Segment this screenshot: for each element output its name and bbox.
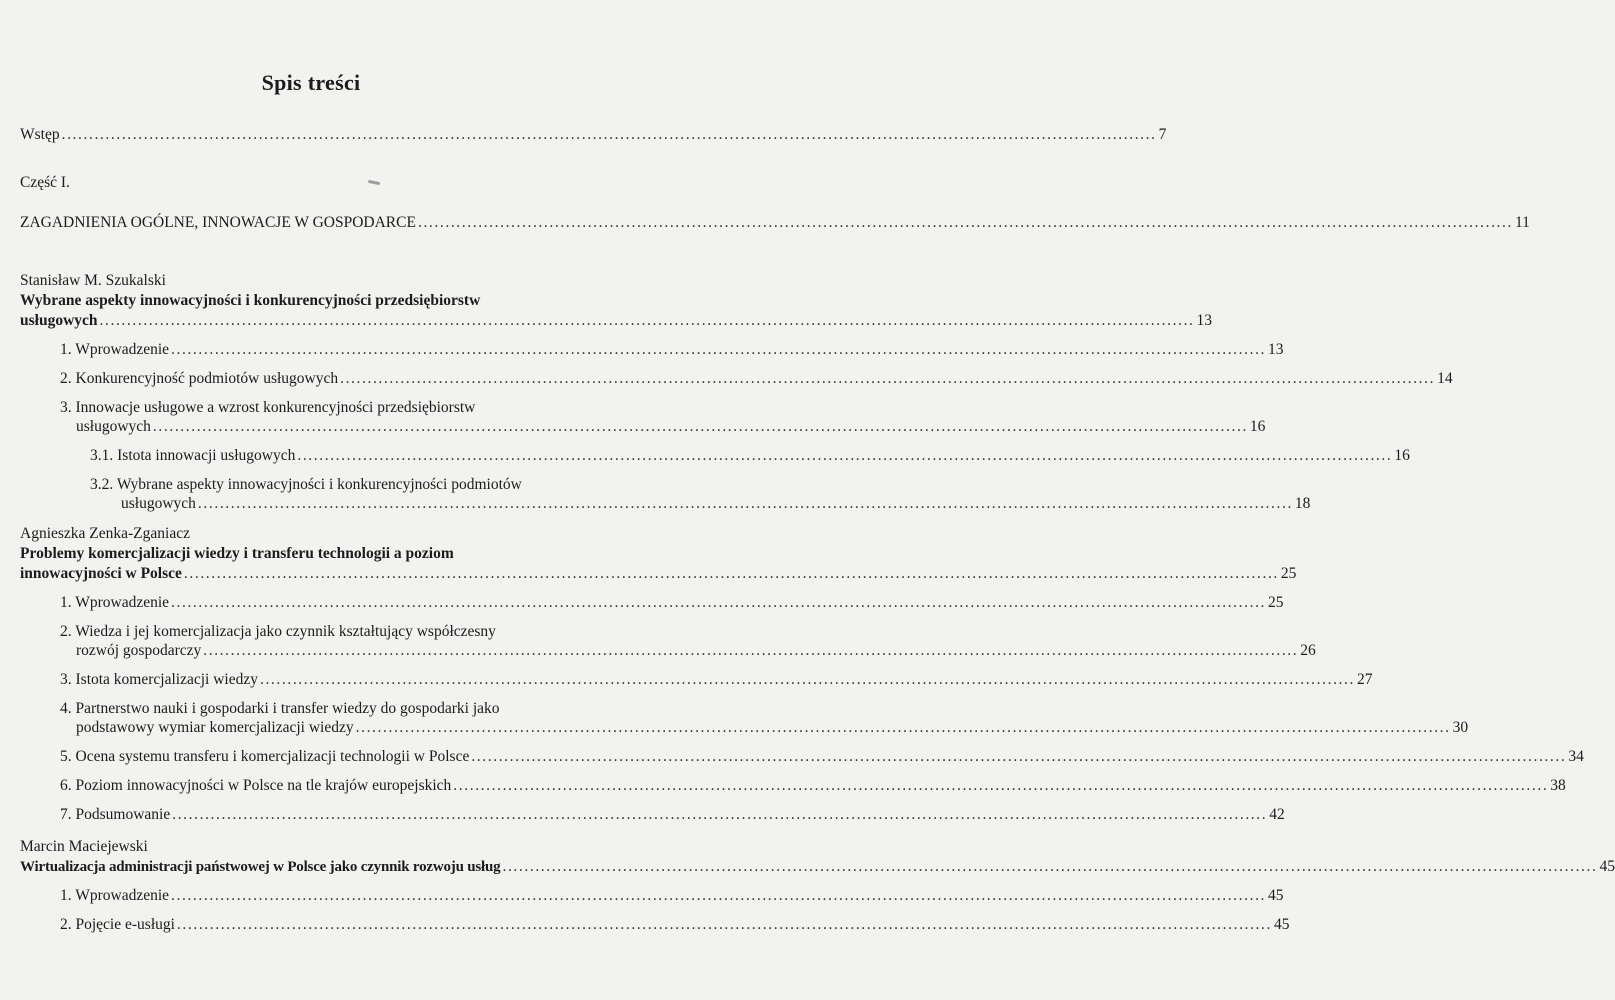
leader-dots: ........................................................................................................................................................................................................: [453, 777, 1549, 794]
toc-page-number: 42: [1269, 806, 1285, 823]
leader-dots: ........................................................................................................................................................................................................: [340, 370, 1436, 387]
toc-subentry: [60, 806, 1285, 824]
article-title-line1: Problemy komercjalizacji wiedzy i transferu technologii a poziom: [20, 545, 454, 562]
toc-entry-article1: [20, 312, 1213, 330]
leader-dots: ........................................................................................................................................................................................................: [417, 214, 1513, 231]
toc-subentry: [76, 642, 1316, 660]
toc-page-number: 7: [1158, 126, 1167, 143]
toc-entry-text: 7. Podsumowanie: [60, 806, 171, 823]
toc-subentry: [60, 341, 1284, 359]
toc-entry-text-line2: usługowych: [76, 418, 151, 435]
toc-entry-text: 6. Poziom innowacyjności w Polsce na tle krajów europejskich: [60, 777, 452, 794]
toc-subentry: [60, 594, 1284, 612]
toc-entry-text: 5. Ocena systemu transferu i komercjalizacji technologii w Polsce: [60, 748, 470, 765]
toc-page-number: 26: [1300, 642, 1316, 659]
toc-subentry: [90, 447, 1410, 465]
article-title: Wirtualizacja administracji państwowej w Polsce jako czynnik rozwoju usług: [20, 859, 501, 875]
toc-subentry: [60, 370, 1453, 388]
toc-entry-text: 1. Wprowadzenie: [60, 341, 170, 358]
toc-entry-part1: [20, 214, 1530, 232]
toc-entry-text: 1. Wprowadzenie: [60, 887, 170, 904]
toc-page-number: 16: [1394, 447, 1410, 464]
toc-entry-article2: [20, 565, 1297, 583]
toc-page-number: 45: [1599, 858, 1615, 875]
toc-page-number: 16: [1249, 418, 1266, 435]
toc-page-number: 30: [1452, 719, 1469, 736]
toc-subentry: [76, 418, 1266, 436]
leader-dots: ........................................................................................................................................................................................................: [259, 671, 1355, 688]
part-heading: ZAGADNIENIA OGÓLNE, INNOWACJE W GOSPODARCE: [20, 214, 416, 231]
toc-entry-text: 2. Pojęcie e-usługi: [60, 916, 175, 933]
toc-entry-text-line1: 3. Innowacje usługowe a wzrost konkurencyjności przedsiębiorstw: [60, 399, 476, 416]
toc-page-number: 25: [1280, 565, 1297, 582]
article-title-line2: innowacyjności w Polsce: [20, 565, 182, 582]
leader-dots: ........................................................................................................................................................................................................: [61, 126, 1157, 143]
toc-subentry: [60, 671, 1373, 689]
leader-dots: ........................................................................................................................................................................................................: [297, 447, 1393, 464]
toc-entry-text-line2: rozwój gospodarczy: [76, 642, 202, 659]
toc-entry-text-line1: 3.2. Wybrane aspekty innowacyjności i konkurencyjności podmiotów: [90, 476, 522, 493]
toc-page-number: 13: [1196, 312, 1213, 329]
toc-entry-text-line2: podstawowy wymiar komercjalizacji wiedzy: [76, 719, 354, 736]
article-title-line2: usługowych: [20, 312, 98, 329]
toc-entry-text: 1. Wprowadzenie: [60, 594, 170, 611]
toc-entry-text: 3. Istota komercjalizacji wiedzy: [60, 671, 258, 688]
article-author: Stanisław M. Szukalski: [20, 272, 166, 289]
toc-subentry: [60, 777, 1566, 795]
toc-entry-text-line1: 2. Wiedza i jej komercjalizacja jako czynnik kształtujący współczesny: [60, 623, 496, 640]
page-title: Spis treści: [261, 70, 361, 95]
leader-dots: ........................................................................................................................................................................................................: [203, 642, 1299, 659]
leader-dots: ........................................................................................................................................................................................................: [99, 312, 1195, 329]
article-title-line1: Wybrane aspekty innowacyjności i konkurencyjności przedsiębiorstw: [20, 292, 481, 309]
toc-entry-text-line2: usługowych: [121, 495, 196, 512]
leader-dots: ........................................................................................................................................................................................................: [502, 858, 1598, 875]
leader-dots: ........................................................................................................................................................................................................: [172, 806, 1268, 823]
toc-page-number: 27: [1356, 671, 1373, 688]
toc-entry-text-line1: 4. Partnerstwo nauki i gospodarki i transfer wiedzy do gospodarki jako: [60, 700, 500, 717]
part-label: Część I.: [20, 174, 70, 191]
toc-subentry: [60, 916, 1290, 934]
article-author: Agnieszka Zenka-Zganiacz: [20, 525, 190, 542]
leader-dots: ........................................................................................................................................................................................................: [355, 719, 1451, 736]
leader-dots: ........................................................................................................................................................................................................: [171, 887, 1267, 904]
leader-dots: ........................................................................................................................................................................................................: [183, 565, 1279, 582]
toc-subentry: [121, 495, 1311, 513]
leader-dots: ........................................................................................................................................................................................................: [171, 341, 1267, 358]
toc-subentry: [60, 887, 1284, 905]
toc-entry-text: Wstęp: [20, 126, 60, 143]
leader-dots: ........................................................................................................................................................................................................: [176, 916, 1272, 933]
toc-page-number: 13: [1268, 341, 1284, 358]
toc-page-number: 45: [1268, 887, 1284, 904]
leader-dots: ........................................................................................................................................................................................................: [171, 594, 1267, 611]
article-author: Marcin Maciejewski: [20, 838, 148, 855]
toc-page-number: 38: [1550, 777, 1566, 794]
leader-dots: ........................................................................................................................................................................................................: [471, 748, 1567, 765]
leader-dots: ........................................................................................................................................................................................................: [197, 495, 1293, 512]
toc-entry-text: 3.1. Istota innowacji usługowych: [90, 447, 296, 464]
toc-entry-intro: [20, 126, 1167, 144]
toc-subentry: [76, 719, 1469, 737]
toc-page-number: 34: [1568, 748, 1584, 765]
toc-page-number: 18: [1294, 495, 1311, 512]
toc-page-number: 14: [1437, 370, 1453, 387]
leader-dots: ........................................................................................................................................................................................................: [152, 418, 1248, 435]
toc-entry-article3: [20, 858, 1615, 876]
toc-entry-text: 2. Konkurencyjność podmiotów usługowych: [60, 370, 339, 387]
toc-page-number: 45: [1273, 916, 1290, 933]
toc-page-number: 25: [1268, 594, 1284, 611]
toc-page-number: 11: [1514, 214, 1530, 231]
toc-subentry: [60, 748, 1584, 766]
stray-mark: [368, 180, 380, 185]
